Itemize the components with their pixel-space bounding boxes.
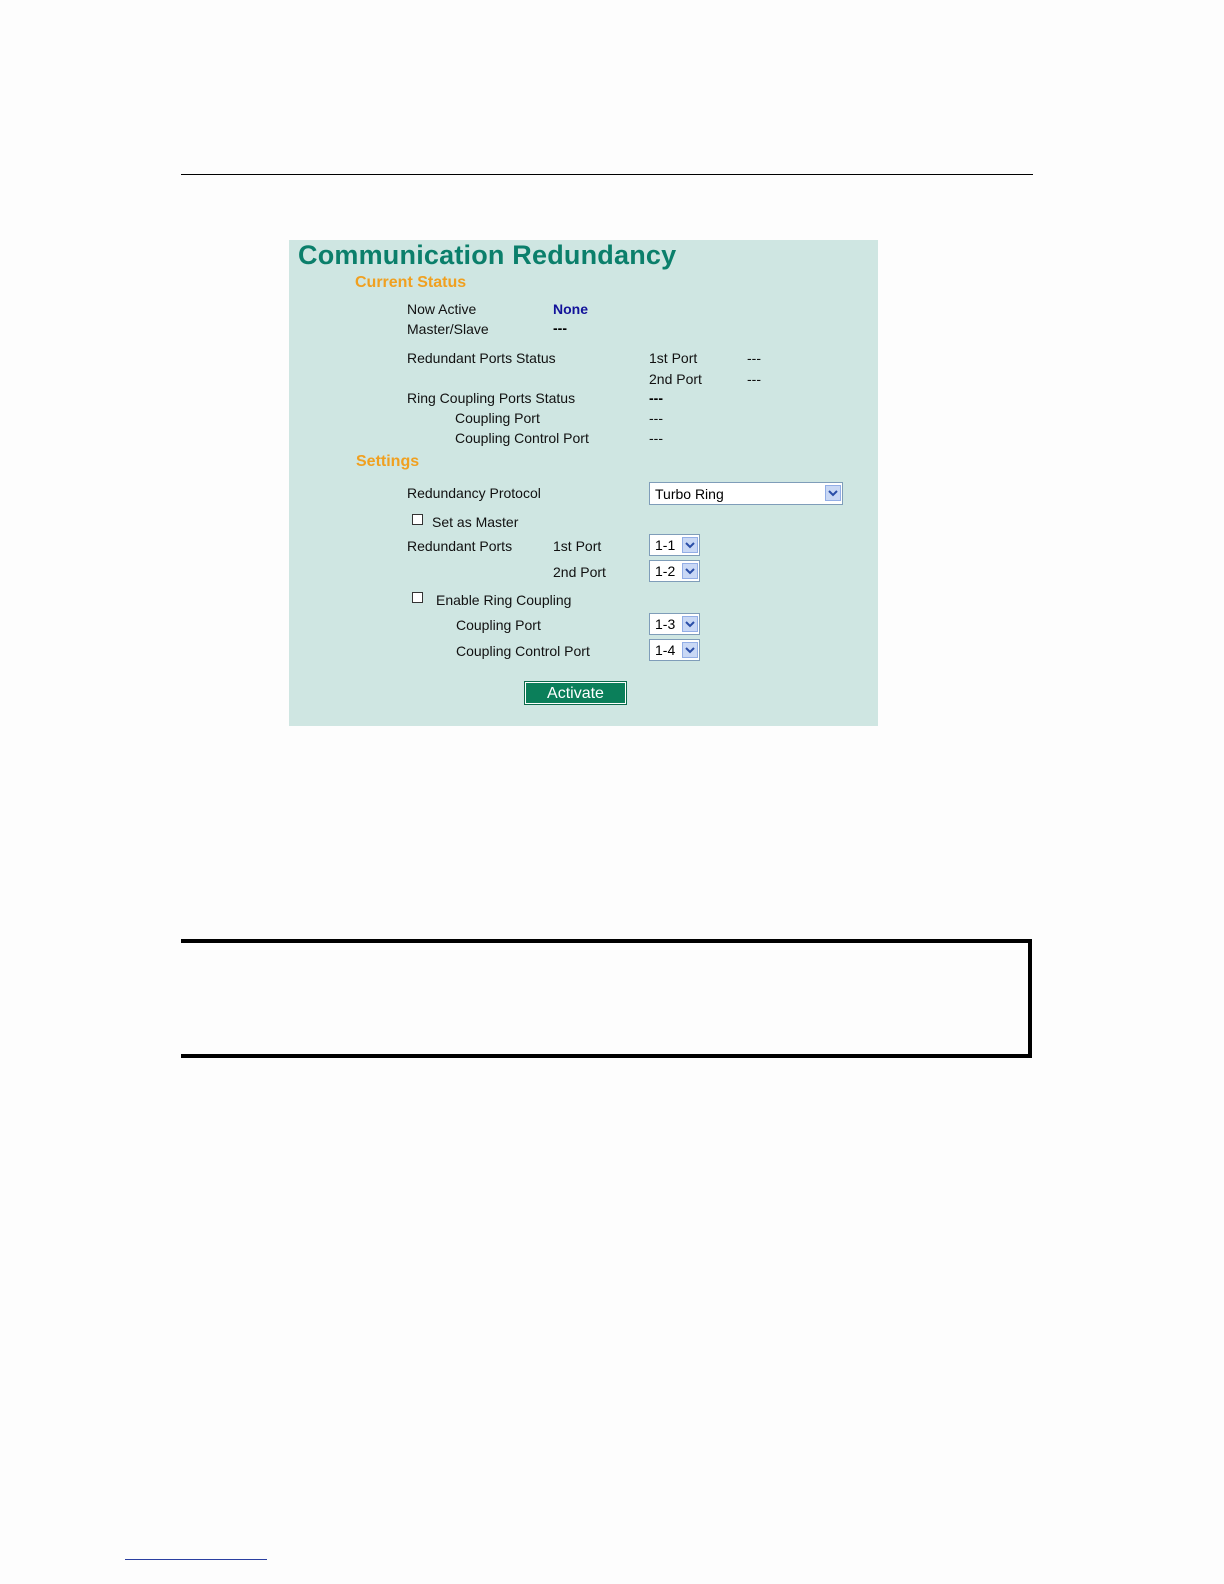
settings-heading: Settings	[356, 453, 420, 470]
set-as-master-label: Set as Master	[432, 514, 519, 530]
redundant-ports-status-label: Redundant Ports Status	[407, 350, 556, 366]
chevron-down-icon	[682, 642, 698, 658]
set-as-master-checkbox[interactable]	[412, 514, 423, 525]
status-first-port-value: ---	[747, 350, 761, 366]
chevron-down-icon	[682, 616, 698, 632]
page-title: Communication Redundancy	[298, 240, 677, 270]
chevron-down-icon	[682, 537, 698, 553]
coupling-port-select[interactable]	[649, 613, 700, 635]
enable-ring-coupling-label: Enable Ring Coupling	[436, 592, 572, 608]
second-port-value: 1-2	[655, 563, 676, 579]
status-coupling-control-port-label: Coupling Control Port	[455, 430, 589, 446]
chevron-down-icon	[682, 563, 698, 579]
status-coupling-port-label: Coupling Port	[455, 410, 540, 426]
coupling-control-port-value: 1-4	[655, 642, 676, 658]
ring-coupling-ports-status-value: ---	[649, 390, 663, 406]
redundancy-protocol-label: Redundancy Protocol	[407, 485, 541, 501]
second-port-select[interactable]	[649, 560, 700, 582]
settings-second-port-label: 2nd Port	[553, 564, 606, 580]
coupling-port-value: 1-3	[655, 616, 676, 632]
chevron-down-icon	[825, 485, 841, 501]
status-second-port-label: 2nd Port	[649, 371, 702, 387]
now-active-value: None	[553, 301, 588, 317]
activate-button[interactable]: Activate	[525, 682, 626, 704]
settings-first-port-label: 1st Port	[553, 538, 602, 554]
note-box	[181, 939, 1032, 1058]
first-port-select[interactable]	[649, 534, 700, 556]
redundancy-protocol-select[interactable]	[649, 482, 843, 505]
first-port-value: 1-1	[655, 537, 676, 553]
top-divider	[181, 174, 1033, 175]
now-active-label: Now Active	[407, 301, 477, 317]
settings-coupling-control-port-label: Coupling Control Port	[456, 643, 590, 659]
redundancy-protocol-value: Turbo Ring	[655, 486, 724, 502]
ring-coupling-ports-status-label: Ring Coupling Ports Status	[407, 390, 576, 406]
current-status-heading: Current Status	[355, 274, 467, 291]
settings-coupling-port-label: Coupling Port	[456, 617, 541, 633]
coupling-control-port-select[interactable]	[649, 639, 700, 661]
redundant-ports-label: Redundant Ports	[407, 538, 513, 554]
master-slave-value: ---	[553, 320, 567, 336]
footnote-rule	[125, 1559, 267, 1560]
status-coupling-port-value: ---	[649, 410, 663, 426]
enable-ring-coupling-checkbox[interactable]	[412, 592, 423, 603]
master-slave-label: Master/Slave	[407, 321, 489, 337]
status-coupling-control-port-value: ---	[649, 430, 663, 446]
status-second-port-value: ---	[747, 371, 761, 387]
communication-redundancy-panel	[289, 240, 878, 726]
status-first-port-label: 1st Port	[649, 350, 698, 366]
